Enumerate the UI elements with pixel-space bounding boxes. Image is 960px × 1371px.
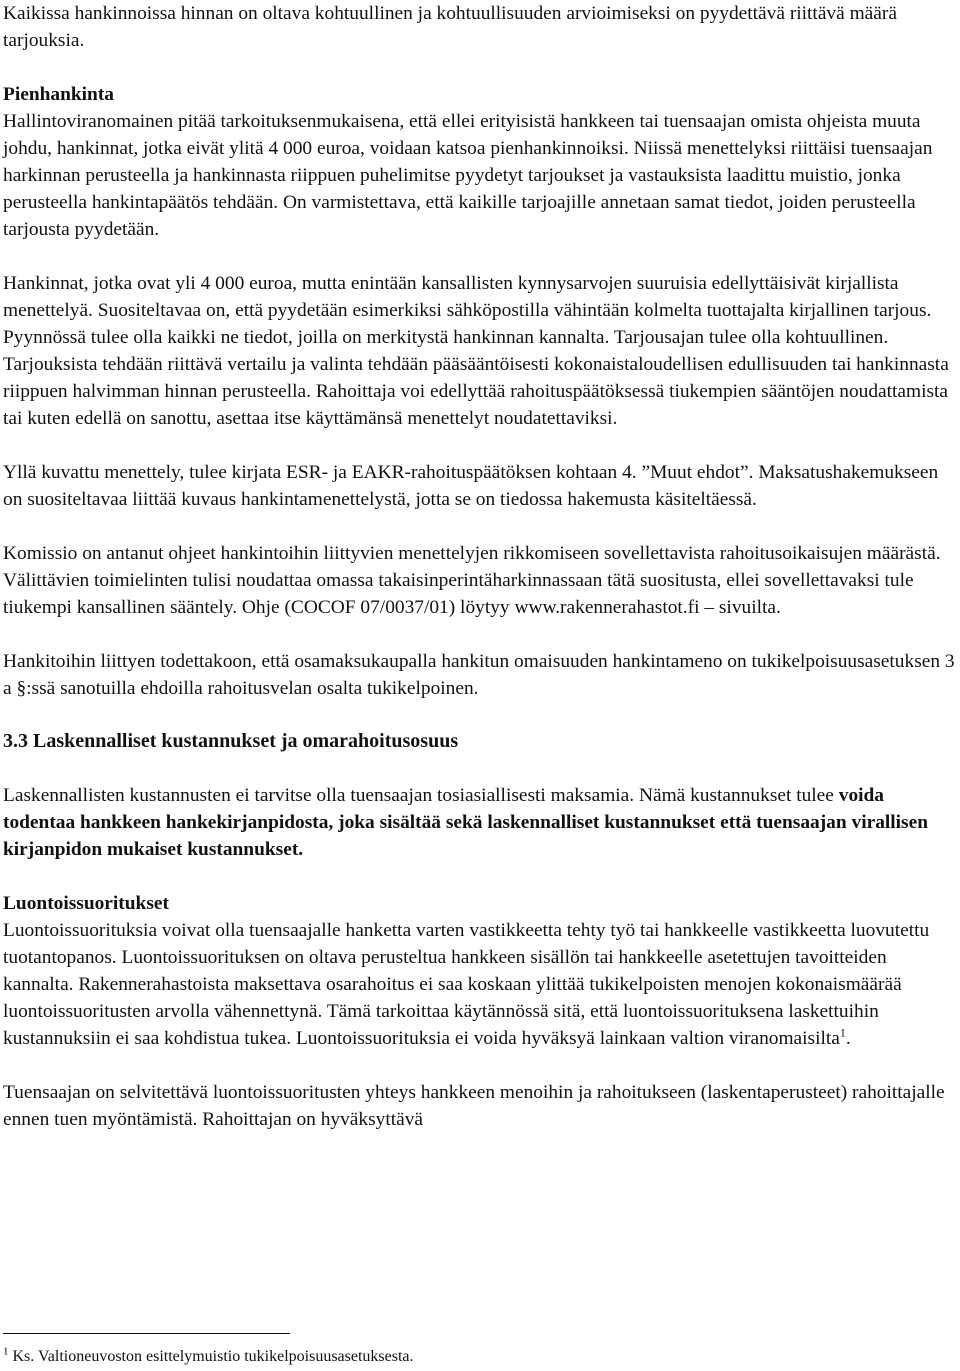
pienhankinta-paragraph: Hallintoviranomainen pitää tarkoituksenmukaisena, että ellei erityisistä hankkeen tai tuensaajan omista ohjeista muuta johdu, hankinnat, jotka eivät ylitä 4 000 euroa, voidaan katsoa pienhankinnoiksi. Niissä menettelyksi riittäisi tuensaajan harkinnan perusteella ja hankinnasta riippuen puhelimitse pyydetyt tarjoukset ja vastauksista laadittu muistio, jonka perusteella hankintapäätös tehdään. On varmistettava, että kaikille tarjoajille annetaan samat tiedot, joiden perusteella tarjousta pyydetään. — [3, 111, 933, 240]
paragraph-laskennalliset — [3, 782, 959, 863]
pienhankinta-heading: Pienhankinta — [3, 84, 114, 105]
luontoissuoritukset-heading: Luontoissuoritukset — [3, 893, 169, 914]
paragraph-selvitettava: Tuensaajan on selvitettävä luontoissuoritusten yhteys hankkeen menoihin ja rahoitukseen (laskentaperusteet) rahoittajalle ennen tuen myöntämistä. Rahoittajan on hyväksyttävä — [3, 1082, 945, 1130]
laskennalliset-text: Laskennallisten kustannusten ei tarvitse olla tuensaajan tosiasiallisesti maksamia. Nämä kustannukset tulee — [3, 785, 839, 806]
footnote-separator — [3, 1333, 290, 1334]
luontoissuoritukset-period: . — [845, 1028, 851, 1049]
luontoissuoritukset-text: Luontoissuorituksia voivat olla tuensaajalle hanketta varten vastikkeetta tehty työ tai hankkeelle vastikkeetta luovutettu tuotantopanos. Luontoissuorituksen on oltava perusteltua hankkeen sisällön tai hankkeelle asetettujen tavoitteiden kannalta. Rakennerahastoista maksettava osarahoitus ei saa koskaan ylittää tukikelpoisten menojen kokonaismäärää luontoissuoritusten arvolla vähennettynä. Tämä tarkoittaa käytännössä sitä, että luontoissuorituksena laskettuihin kustannuksiin ei saa kohdistua tukea. Luontoissuorituksia ei voida hyväksyä lainkaan valtion viranomaisilta — [3, 920, 930, 1049]
laskennalliset-bold-text: voida todentaa hankkeen hankekirjanpidosta, joka sisältää sekä laskennalliset kustannukset että tuensaajan virallisen kirjanpidon mukaiset kustannukset. — [3, 785, 928, 860]
paragraph-osamaksu: Hankitoihin liittyen todettakoon, että osamaksukaupalla hankitun omaisuuden hankintameno on tukikelpoisuusasetuksen 3 a §:ssä sanotuilla ehdoilla rahoitusvelan osalta tukikelpoinen. — [3, 651, 955, 699]
luontoissuoritukset-paragraph — [3, 917, 959, 1052]
paragraph-komissio: Komissio on antanut ohjeet hankintoihin liittyvien menettelyjen rikkomiseen sovellettavista rahoitusoikaisujen määrästä. Välittävien toimielinten tulisi noudattaa omassa takaisinperintäharkinnassaan tätä suositusta, ellei sovellettavaksi tule tiukempi kansallinen sääntely. Ohje (COCOF 07/0037/01) löytyy www.rakennerahastot.fi – sivuilta. — [3, 543, 941, 618]
paragraph-hankinnat: Hankinnat, jotka ovat yli 4 000 euroa, mutta enintään kansallisten kynnysarvojen suuruisia edellyttäisivät kirjallista menettelyä. Suositeltavaa on, että pyydetään esimerkiksi sähköpostilla vähintään kolmelta tuottajalta kirjallinen tarjous. Pyynnössä tulee olla kaikki ne tiedot, joilla on merkitystä hankinnan kannalta. Tarjousajan tulee olla kohtuullinen. Tarjouksista tehdään riittävä vertailu ja valinta tehdään pääsääntöisesti kokonaistaloudellisen edullisuuden tai hankinnasta riippuen halvimman hinnan perusteella. Rahoittaja voi edellyttää rahoituspäätöksessä tiukempien sääntöjen noudattamista tai kuten edellä on sanottu, asettaa itse käyttämänsä menettelyt noudatettaviksi. — [3, 273, 949, 429]
intro-paragraph: Kaikissa hankinnoissa hinnan on oltava kohtuullinen ja kohtuullisuuden arvioimiseksi on pyydettävä riittävä määrä tarjouksia. — [3, 3, 897, 51]
paragraph-menettely: Yllä kuvattu menettely, tulee kirjata ESR- ja EAKR-rahoituspäätöksen kohtaan 4. ”Muut ehdot”. Maksatushakemukseen on suositeltavaa liittää kuvaus hankintamenettelystä, jotta se on tiedossa hakemusta käsiteltäessä. — [3, 462, 939, 510]
footnote-text: Ks. Valtioneuvoston esittelymuistio tukikelpoisuusasetuksesta. — [8, 1348, 414, 1365]
footnote — [3, 1347, 414, 1367]
section-heading-3-3: 3.3 Laskennalliset kustannukset ja omarahoitusosuus — [3, 730, 459, 752]
footnote-number: 1 — [3, 1345, 9, 1358]
document-page — [3, 0, 959, 1133]
footnote-reference: 1 — [839, 1025, 846, 1040]
